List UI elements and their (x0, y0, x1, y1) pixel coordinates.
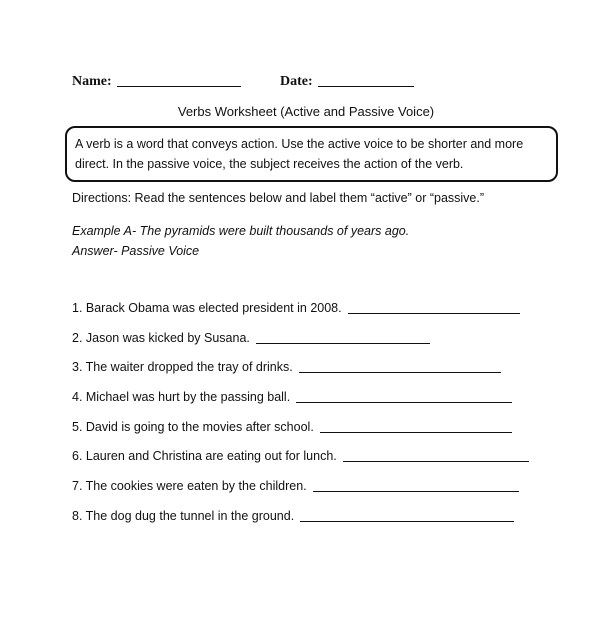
question-text: 2. Jason was kicked by Susana. (72, 331, 250, 345)
answer-blank[interactable] (313, 478, 519, 492)
answer-blank[interactable] (343, 448, 529, 462)
answer-blank[interactable] (296, 389, 512, 403)
question-item (72, 478, 519, 496)
question-text: 3. The waiter dropped the tray of drinks. (72, 360, 293, 374)
question-text: 6. Lauren and Christina are eating out for lunch. (72, 449, 337, 463)
definition-box (65, 126, 558, 182)
question-text: 7. The cookies were eaten by the children. (72, 479, 307, 493)
answer-blank[interactable] (348, 300, 520, 314)
question-item (72, 448, 529, 466)
date-label: Date: (280, 74, 313, 89)
example-block (72, 221, 409, 261)
question-item (72, 389, 512, 407)
worksheet-title: Verbs Worksheet (Active and Passive Voice) (177, 104, 435, 119)
question-text: 4. Michael was hurt by the passing ball. (72, 390, 291, 404)
name-label: Name: (72, 74, 112, 89)
definition-text: A verb is a word that conveys action. Use the active voice to be shorter and more direct. In the passive voice, the subject receives the action of the verb. (75, 137, 524, 171)
question-item (72, 359, 501, 377)
directions-text: Directions: Read the sentences below and label them “active” or “passive.” (72, 191, 485, 205)
date-blank-line[interactable] (318, 72, 414, 87)
example-sentence: Example A- The pyramids were built thousands of years ago. (72, 224, 410, 238)
question-item (72, 419, 512, 437)
question-text: 8. The dog dug the tunnel in the ground. (72, 509, 295, 523)
answer-blank[interactable] (299, 359, 501, 373)
question-text: 5. David is going to the movies after school. (72, 420, 314, 434)
name-field (72, 72, 241, 90)
question-item (72, 300, 520, 318)
answer-blank[interactable] (256, 330, 430, 344)
example-answer: Answer- Passive Voice (72, 244, 200, 258)
answer-blank[interactable] (300, 508, 514, 522)
question-item (72, 508, 514, 526)
date-field (280, 72, 414, 90)
answer-blank[interactable] (320, 419, 512, 433)
name-blank-line[interactable] (117, 72, 241, 87)
question-text: 1. Barack Obama was elected president in 2008. (72, 301, 342, 315)
question-item (72, 330, 430, 348)
